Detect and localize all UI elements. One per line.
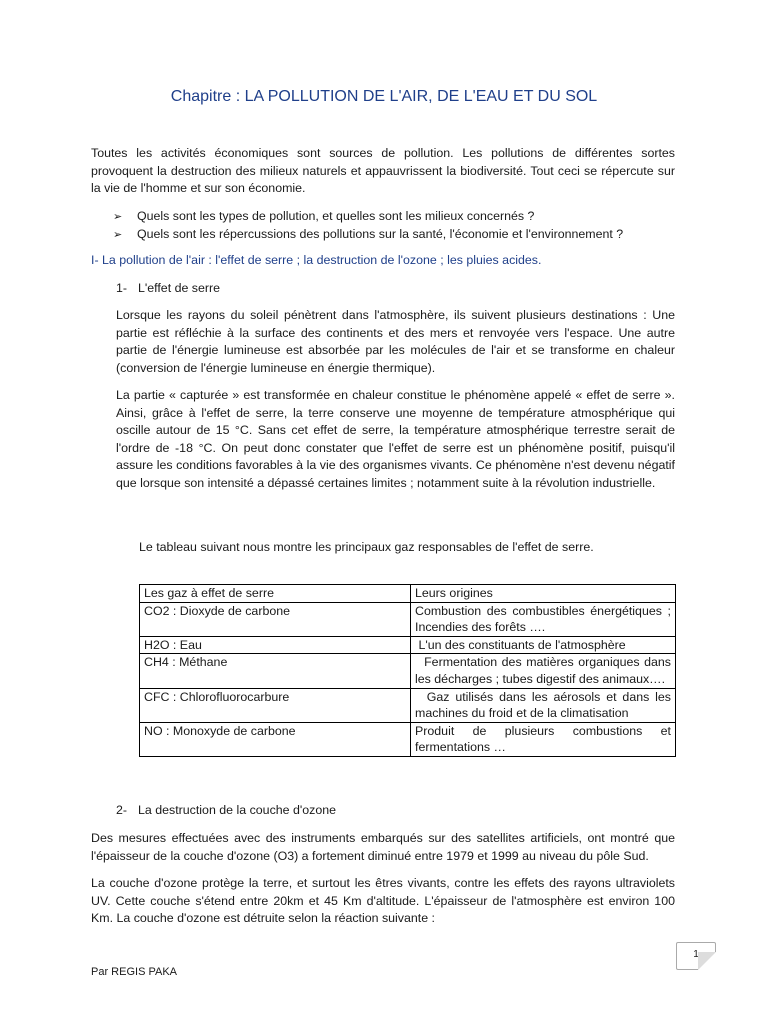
subsection-number: 1-: [116, 281, 128, 295]
page-fold-corner: [698, 952, 716, 970]
subsection-heading-greenhouse: [116, 281, 416, 298]
subsection-heading-ozone: [116, 803, 516, 820]
table-cell-gas: H2O : Eau: [140, 636, 411, 654]
table-header-cell: Leurs origines: [411, 585, 676, 603]
greenhouse-paragraph-2: La partie « capturée » est transformée en chaleur constitue le phénomène appelé « effet de serre ». Ainsi, grâce à l'effet de serre, la terre conserve une moyenne de température atmosphérique qui oscille autour de 15 °C. Sans cet effet de serre, la température atmosphérique terrestre serait de l'ordre de -18 °C. On peut donc constater que l'effet de serre est un phénomène positif, puisqu'il assure les conditions favorables à la vie des organismes vivants. Ce phénomène n'est devenu négatif que lorsque son intensité a dépassé certaines limites ; notamment suite à la révolution industrielle.: [116, 388, 675, 490]
footer-author: Par REGIS PAKA: [91, 966, 177, 978]
section-heading-air-pollution: I- La pollution de l'air : l'effet de serre ; la destruction de l'ozone ; les pluies acides.: [91, 253, 542, 267]
subsection-title: La destruction de la couche d'ozone: [138, 803, 337, 817]
question-text: Quels sont les répercussions des pollutions sur la santé, l'économie et l'environnement ?: [137, 227, 624, 241]
table-cell-gas: CH4 : Méthane: [140, 654, 411, 688]
table-row: [140, 636, 676, 654]
arrow-bullet-icon: ➢: [113, 228, 123, 241]
table-row: [140, 602, 676, 636]
question-text: Quels sont les types de pollution, et quelles sont les milieux concernés ?: [137, 209, 535, 223]
table-cell-origin: Produit de plusieurs combustions et fermentations …: [411, 722, 676, 756]
table-row: [140, 654, 676, 688]
table-header-cell: Les gaz à effet de serre: [140, 585, 411, 603]
arrow-bullet-icon: ➢: [113, 210, 123, 223]
intro-paragraph: Toutes les activités économiques sont sources de pollution. Les pollutions de différentes sortes provoquent la destruction des milieux naturels et appauvrissent la biodiversité. Tout ceci se répercute sur la vie de l'homme et sur son économie.: [91, 146, 675, 196]
table-cell-gas: CFC : Chlorofluorocarbure: [140, 688, 411, 722]
question-item-2: [113, 226, 673, 243]
page-number-box: [676, 942, 716, 970]
table-intro: Le tableau suivant nous montre les principaux gaz responsables de l'effet de serre.: [139, 540, 594, 554]
table-row: [140, 722, 676, 756]
table-cell-gas: CO2 : Dioxyde de carbone: [140, 602, 411, 636]
subsection-number: 2-: [116, 803, 128, 817]
greenhouse-paragraph-1: Lorsque les rayons du soleil pénètrent dans l'atmosphère, ils suivent plusieurs destinations : Une partie est réfléchie à la surface des continents et des mers et renvoyée vers l'espace. Une autre partie de l'énergie lumineuse est absorbée par les molécules de l'air et se transforme en chaleur (conversion de l'énergie lumineuse en énergie thermique).: [116, 308, 675, 375]
table-header-row: [140, 585, 676, 603]
table-cell-origin: L'un des constituants de l'atmosphère: [411, 636, 676, 654]
greenhouse-gas-table: [139, 584, 676, 757]
ozone-paragraph-2: La couche d'ozone protège la terre, et surtout les êtres vivants, contre les effets des rayons ultraviolets UV. Cette couche s'étend entre 20km et 45 Km d'altitude. L'épaisseur de l'atmosphère est environ 100 Km. La couche d'ozone est détruite selon la réaction suivante :: [91, 876, 675, 926]
question-item-1: [113, 208, 673, 225]
table-row: [140, 688, 676, 722]
table-cell-gas: NO : Monoxyde de carbone: [140, 722, 411, 756]
subsection-title: L'effet de serre: [138, 281, 221, 295]
table-cell-origin: Fermentation des matières organiques dans les décharges ; tubes digestif des animaux….: [411, 654, 676, 688]
table-cell-origin: Gaz utilisés dans les aérosols et dans les machines du froid et de la climatisation: [411, 688, 676, 722]
table-cell-origin: Combustion des combustibles énergétiques ; Incendies des forêts ….: [411, 602, 676, 636]
page-number: 1: [693, 949, 699, 960]
ozone-paragraph-1: Des mesures effectuées avec des instruments embarqués sur des satellites artificiels, ont montré que l'épaisseur de la couche d'ozone (O3) a fortement diminué entre 1979 et 1999 au niveau du pôle Sud.: [91, 831, 675, 863]
page-title: Chapitre : LA POLLUTION DE L'AIR, DE L'EAU ET DU SOL: [170, 88, 598, 105]
